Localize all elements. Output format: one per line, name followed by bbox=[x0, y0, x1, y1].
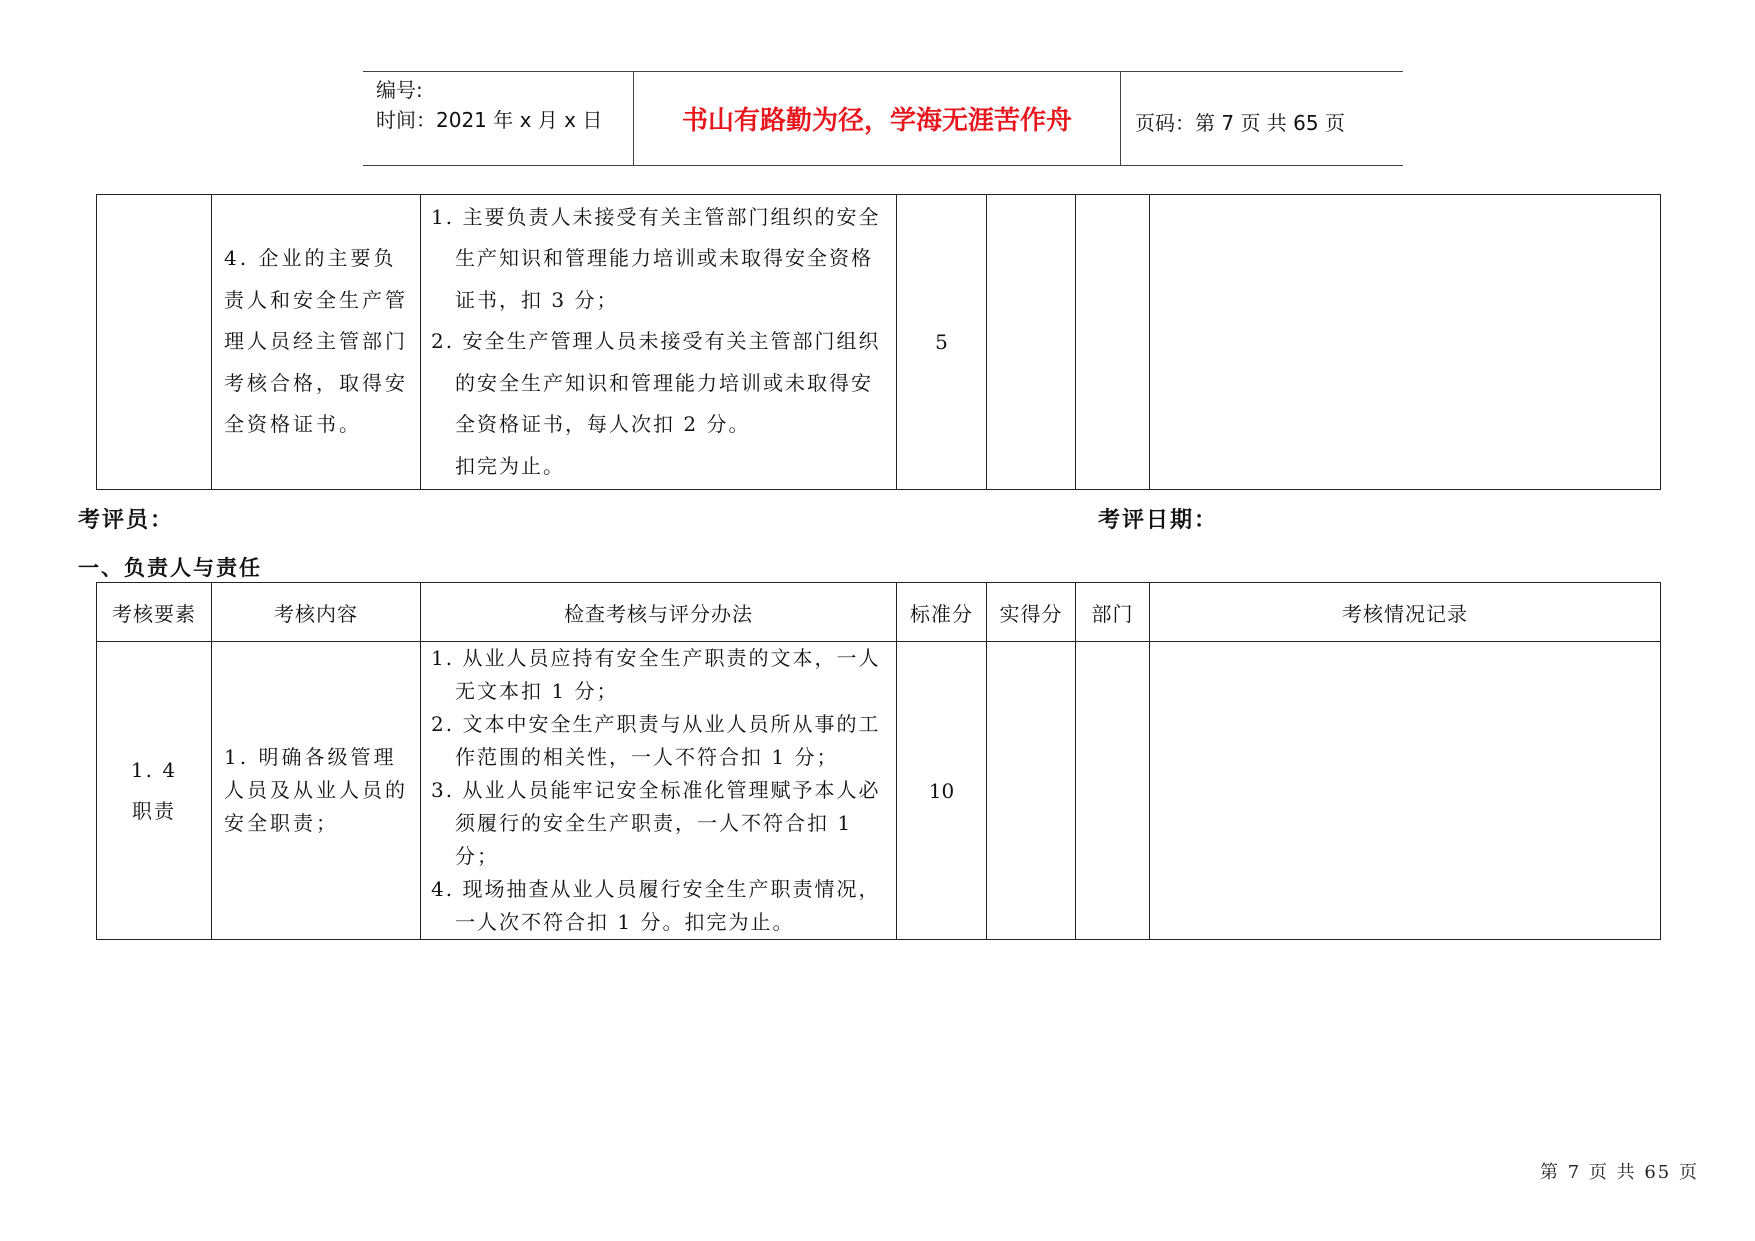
header-standard-score: 标准分 bbox=[897, 583, 987, 642]
continuation-table bbox=[96, 194, 1661, 490]
header-department: 部门 bbox=[1076, 583, 1150, 642]
assessment-table bbox=[96, 582, 1661, 940]
header-page-label: 页码：第 7 页 共 65 页 bbox=[1135, 111, 1345, 135]
method-item: 2. 文本中安全生产职责与从业人员所从事的工作范围的相关性，一人不符合扣 1 分； bbox=[431, 712, 881, 769]
content-text: 4. 企业的主要负责人和安全生产管理人员经主管部门考核合格，取得安全资格证书。 bbox=[224, 246, 408, 437]
header-record: 考核情况记录 bbox=[1150, 583, 1661, 642]
standard-score: 5 bbox=[935, 330, 948, 354]
method-item: 3. 从业人员能牢记安全标准化管理赋予本人必须履行的安全生产职责，一人不符合扣 1 分； bbox=[431, 778, 881, 868]
examiner-label: 考评员： bbox=[78, 507, 175, 533]
department-cell bbox=[1076, 195, 1150, 490]
section-title: 一、负责人与责任 bbox=[78, 555, 262, 580]
content-text: 1. 明确各级管理人员及从业人员的安全职责； bbox=[224, 745, 408, 835]
standard-score-cell bbox=[897, 195, 987, 490]
header-method: 检查考核与评分办法 bbox=[421, 583, 897, 642]
header-element: 考核要素 bbox=[97, 583, 212, 642]
element-cell bbox=[97, 642, 212, 940]
standard-score: 10 bbox=[928, 778, 955, 803]
method-item: 4. 现场抽查从业人员履行安全生产职责情况，一人次不符合扣 1 分。扣完为止。 bbox=[431, 877, 881, 934]
element-cell bbox=[97, 195, 212, 490]
method-item: 1. 从业人员应持有安全生产职责的文本，一人无文本扣 1 分； bbox=[431, 646, 881, 703]
standard-score-cell bbox=[897, 642, 987, 940]
header-time-label: 时间：2021 年 x 月 x 日 bbox=[376, 108, 603, 132]
method-cell bbox=[421, 642, 897, 940]
record-cell bbox=[1150, 642, 1661, 940]
table-header-row bbox=[97, 583, 1661, 642]
header-motto: 书山有路勤为径，学海无涯苦作舟 bbox=[681, 106, 1072, 136]
table-row bbox=[97, 195, 1661, 490]
element-name: 职责 bbox=[132, 798, 176, 823]
method-item: 2. 安全生产管理人员未接受有关主管部门组织的安全生产知识和管理能力培训或未取得安全资格证书，每人次扣 2 分。 bbox=[431, 329, 881, 437]
header-divider-right bbox=[1120, 71, 1121, 166]
method-tail: 扣完为止。 bbox=[455, 453, 565, 478]
element-number: 1. 4 bbox=[130, 757, 178, 782]
content-cell bbox=[212, 642, 421, 940]
record-cell bbox=[1150, 195, 1661, 490]
exam-date-label: 考评日期： bbox=[1098, 507, 1219, 533]
actual-score-cell bbox=[987, 195, 1076, 490]
header-content: 考核内容 bbox=[212, 583, 421, 642]
method-cell bbox=[421, 195, 897, 490]
department-cell bbox=[1076, 642, 1150, 940]
method-item: 1. 主要负责人未接受有关主管部门组织的安全生产知识和管理能力培训或未取得安全资格证书，扣 3 分； bbox=[431, 204, 881, 312]
header-bottom-rule bbox=[363, 165, 1403, 166]
footer-page-number: 第 7 页 共 65 页 bbox=[1540, 1162, 1699, 1183]
actual-score-cell bbox=[987, 642, 1076, 940]
header-top-rule bbox=[363, 71, 1403, 72]
header-number-label: 编号: bbox=[376, 78, 423, 102]
header-actual-score: 实得分 bbox=[987, 583, 1076, 642]
content-cell bbox=[212, 195, 421, 490]
table-row bbox=[97, 642, 1661, 940]
